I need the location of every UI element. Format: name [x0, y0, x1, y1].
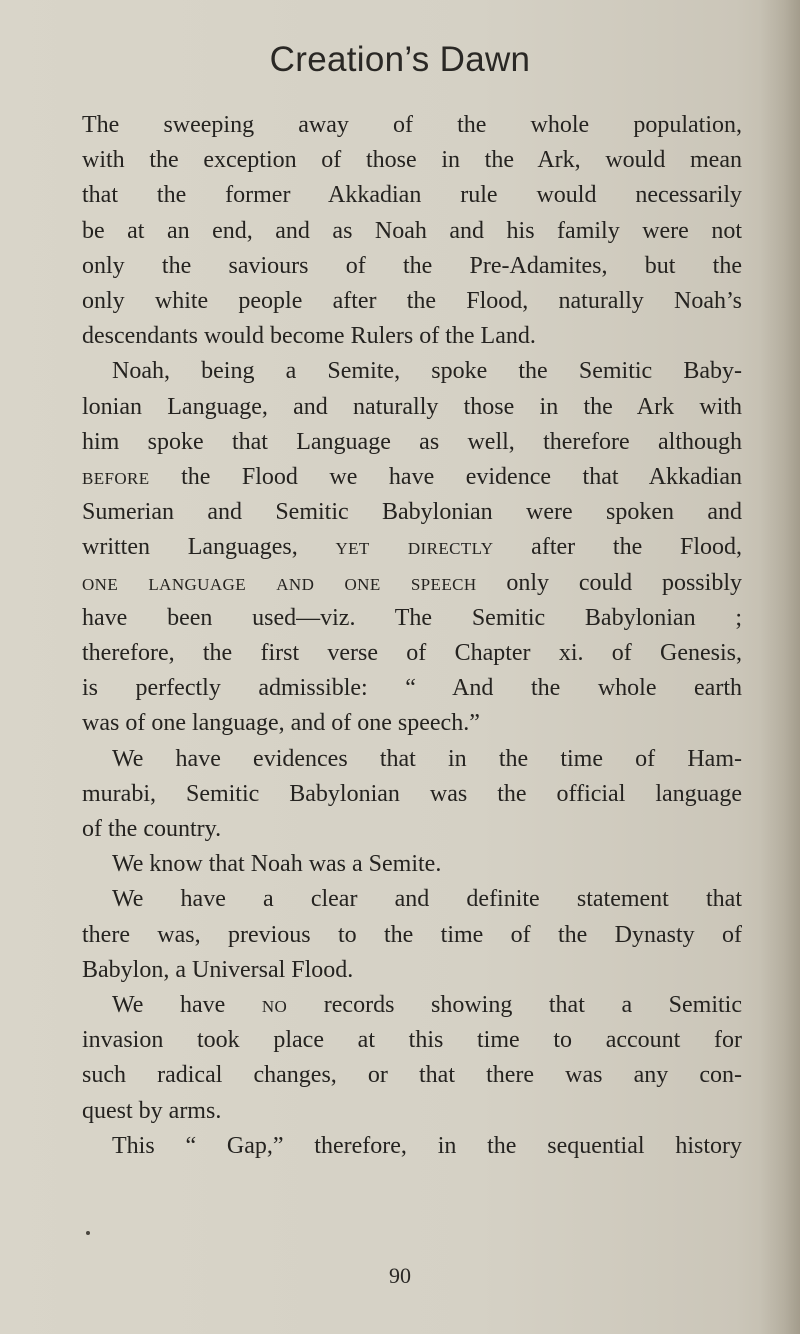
text-run: only could possibly [476, 569, 742, 596]
text-line: Noah, being a Semite, spoke the Semitic Baby- [112, 358, 742, 385]
running-head: Creation’s Dawn [269, 40, 531, 79]
text-line: only white people after the Flood, naturally Noah’s [82, 288, 742, 315]
small-caps-text: one language and one speech [82, 569, 477, 596]
text-line [82, 460, 742, 495]
text-line: descendants would become Rulers of the Land. [82, 323, 536, 350]
text-line: have been used—viz. The Semitic Babylonian ; [82, 604, 742, 631]
text-line: with the exception of those in the Ark, would mean [82, 147, 742, 174]
text-line: We have evidences that in the time of Ham- [112, 745, 742, 772]
text-line [82, 530, 742, 565]
text-line: was of one language, and of one speech.” [82, 710, 480, 737]
text-line: only the saviours of the Pre-Adamites, but the [82, 252, 742, 279]
text-line: lonian Language, and naturally those in the Ark with [82, 393, 742, 420]
text-line: Sumerian and Semitic Babylonian were spoken and [82, 499, 742, 526]
text-line: there was, previous to the time of the Dynasty of [82, 921, 742, 948]
text-line: is perfectly admissible: “ And the whole earth [82, 675, 742, 702]
small-caps-text: no [261, 992, 288, 1019]
small-caps-text: yet directly [335, 534, 494, 561]
text-run: after the Flood, [493, 534, 742, 561]
page-number: 90 [389, 1263, 411, 1288]
text-line: We have a clear and definite statement that [112, 886, 742, 913]
text-line: Babylon, a Universal Flood. [82, 956, 354, 983]
text-line: The sweeping away of the whole population, [82, 112, 742, 138]
text-line [82, 566, 742, 601]
text-line: him spoke that Language as well, therefore although [82, 428, 742, 455]
text-line: of the country. [82, 816, 222, 843]
body-text [82, 108, 742, 1164]
text-line: murabi, Semitic Babylonian was the official language [82, 780, 742, 807]
text-line: be at an end, and as Noah and his family were not [82, 217, 742, 244]
text-line: invasion took place at this time to account for [82, 1027, 742, 1054]
small-caps-text: before [82, 464, 150, 491]
text-line [82, 988, 742, 1023]
ink-speck [86, 1231, 90, 1235]
text-line: therefore, the first verse of Chapter xi. of Genesis, [82, 640, 742, 667]
text-line: We know that Noah was a Semite. [112, 851, 442, 878]
text-run: records showing that a Semitic [287, 992, 743, 1019]
text-line: This “ Gap,” therefore, in the sequential history [112, 1132, 742, 1159]
page-edge-shadow [760, 0, 800, 1334]
text-run: the Flood we have evidence that Akkadian [149, 464, 742, 491]
text-line: that the former Akkadian rule would necessarily [82, 182, 742, 209]
text-line: such radical changes, or that there was any con- [82, 1062, 742, 1089]
text-run: written Languages, [82, 534, 336, 561]
text-run: We have [112, 992, 262, 1019]
text-line: quest by arms. [82, 1097, 222, 1124]
